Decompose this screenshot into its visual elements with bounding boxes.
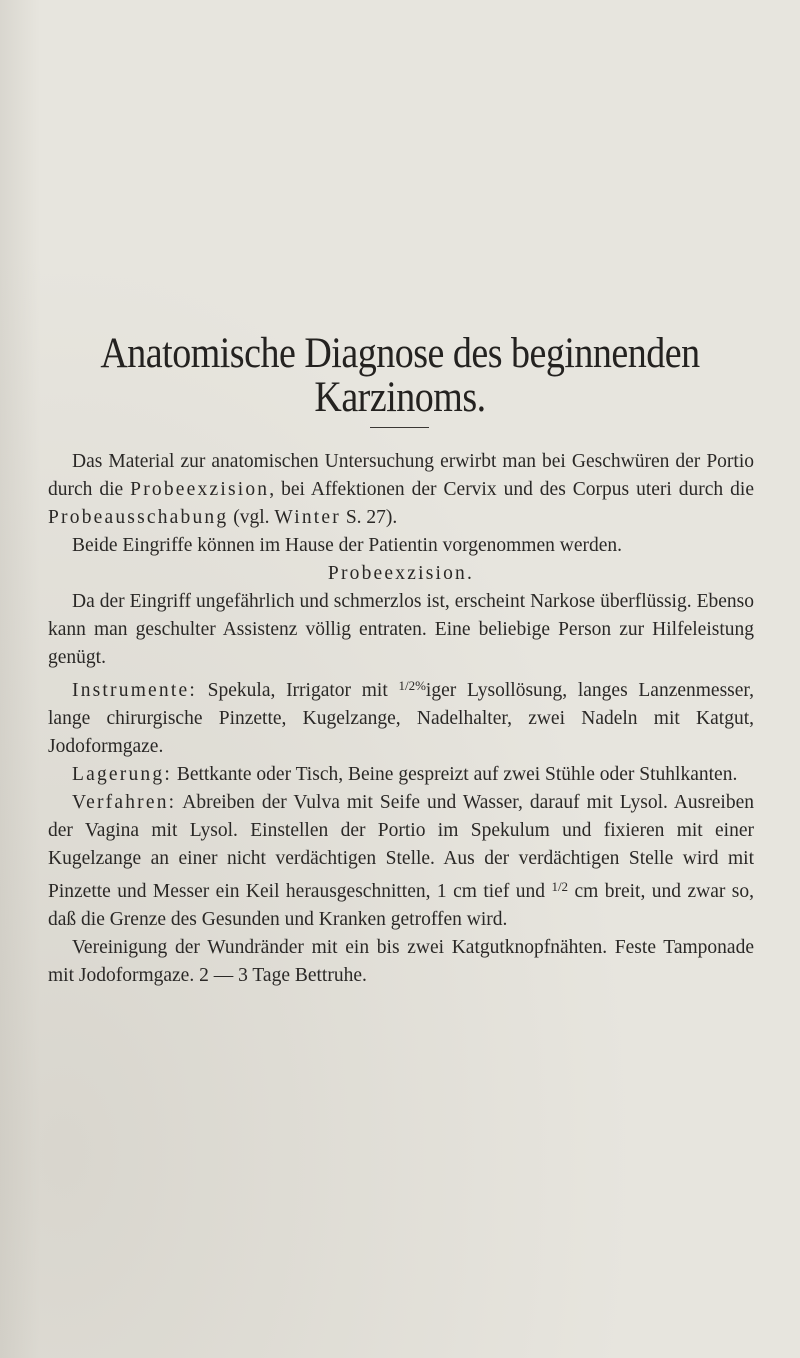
label-lagerung: Lagerung:: [72, 764, 172, 785]
fraction: 1/2: [398, 678, 416, 693]
label-verfahren: Verfahren:: [72, 792, 177, 813]
paragraph-instrumente: [48, 672, 754, 761]
text-run: (vgl.: [228, 507, 275, 528]
text-run: Abreiben der Vulva mit Seife und Wasser, darauf mit Lysol. Ausreiben der Vagina mit Lysol. Einstellen der Portio im Spekulum und fixieren mit einer Kugelzange an einer nicht verdächtigen Stelle. Aus der verdächtigen Stelle wird mit Pinzette und Messer ein Keil herausgeschnitten, 1 cm tief und: [48, 792, 754, 902]
body-text: [48, 448, 754, 990]
paragraph-lagerung: [48, 761, 754, 789]
text-run: Spekula, Irrigator mit: [196, 680, 399, 701]
percent-sign: %: [415, 678, 426, 693]
paragraph-verfahren: [48, 789, 754, 934]
paragraph-eingriffe: Beide Eingriffe können im Hause der Patientin vorgenommen werden.: [72, 535, 623, 556]
text-run: S. 27).: [340, 507, 398, 528]
text-run: cm breit, und zwar so, daß die Grenze des Gesunden und Kranken getroffen wird.: [48, 881, 754, 930]
text-run: Bettkante oder Tisch, Beine gespreizt auf zwei Stühle oder Stuhlkanten.: [171, 764, 738, 785]
fraction: 1/2: [551, 879, 569, 894]
emphasis-winter: Winter: [274, 507, 341, 528]
chapter-title-line-1: Anatomische Diagnose des beginnenden: [100, 328, 700, 378]
paragraph-vereinigung: Vereinigung der Wundränder mit ein bis zwei Katgutknopfnähten. Feste Tamponade mit Jodoformgaze. 2 — 3 Tage Bettruhe.: [48, 937, 754, 986]
text-run: iger Lysollösung, langes Lanzenmesser, lange chirurgische Pinzette, Kugelzange, Nadelhalter, zwei Nadeln mit Katgut, Jodoformgaze.: [48, 680, 754, 757]
text-run: , bei Affektionen der Cervix und des Corpus uteri durch die: [269, 479, 754, 500]
label-instrumente: Instrumente:: [72, 680, 197, 701]
paragraph-narkose: Da der Eingriff ungefährlich und schmerzlos ist, erscheint Narkose überflüssig. Ebenso kann man geschulter Assistenz völlig entraten. Eine beliebige Person zur Hilfeleistung genügt.: [48, 591, 754, 668]
section-heading: Probeexzision.: [327, 563, 475, 584]
emphasis-probeausschabung: Probeausschabung: [48, 507, 229, 528]
chapter-title-line-2: Karzinoms.: [314, 372, 486, 422]
text-run: Das Material zur anatomischen Untersuchung erwirbt man bei Geschwüren der Portio durch die: [48, 451, 754, 500]
paragraph-material: [48, 448, 754, 532]
emphasis-probeexzision: Probeexzision: [130, 479, 270, 500]
title-divider: [370, 427, 429, 428]
